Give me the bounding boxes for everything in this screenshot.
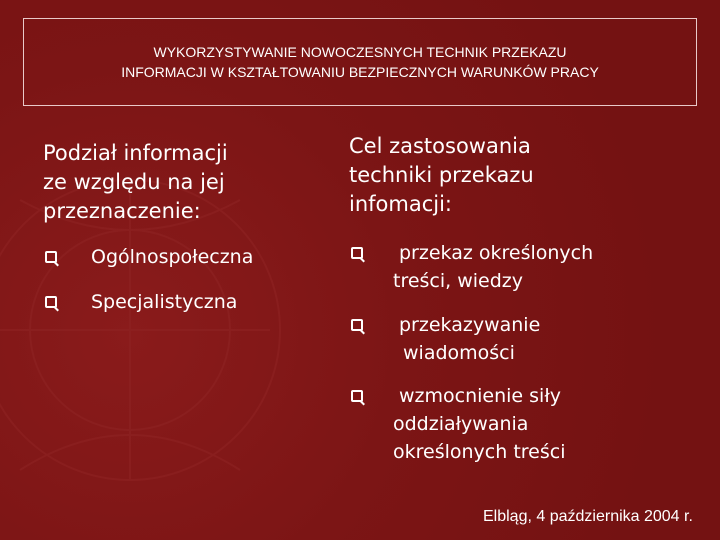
list-item-text: przekazywanie	[399, 314, 541, 336]
title-box	[23, 18, 697, 106]
left-column-heading	[43, 139, 333, 226]
left-heading-line-2: ze względu na jej	[43, 170, 225, 194]
checkbox-bullet-icon	[45, 296, 57, 308]
list-item-text: oddziaływania	[393, 413, 529, 435]
right-heading-line-2: techniki przekazu	[349, 163, 534, 187]
left-heading-line-3: przeznaczenie:	[43, 199, 201, 223]
list-item-text: określonych treści	[393, 441, 566, 463]
right-column-heading	[349, 132, 689, 219]
list-item-text: Specjalistyczna	[91, 291, 238, 313]
list-item-text: treści, wiedzy	[393, 270, 524, 292]
right-heading-line-3: infomacji:	[349, 192, 453, 216]
checkbox-bullet-icon	[351, 319, 363, 331]
footer-date: Elbląg, 4 października 2004 r.	[483, 508, 693, 525]
checkbox-bullet-icon	[351, 390, 363, 402]
left-heading-line-1: Podział informacji	[43, 141, 228, 165]
title-line-1: WYKORZYSTYWANIE NOWOCZESNYCH TECHNIK PRZEKAZU	[153, 44, 567, 60]
checkbox-bullet-icon	[45, 251, 57, 263]
checkbox-bullet-icon	[351, 247, 363, 259]
list-item-text: wiadomości	[403, 342, 515, 364]
list-item-text: Ogólnospołeczna	[91, 246, 254, 268]
right-heading-line-1: Cel zastosowania	[349, 134, 531, 158]
title-line-2: INFORMACJI W KSZTAŁTOWANIU BEZPIECZNYCH WARUNKÓW PRACY	[121, 64, 599, 80]
list-item-text: przekaz określonych	[399, 242, 594, 264]
list-item-text: wzmocnienie siły	[399, 385, 561, 407]
